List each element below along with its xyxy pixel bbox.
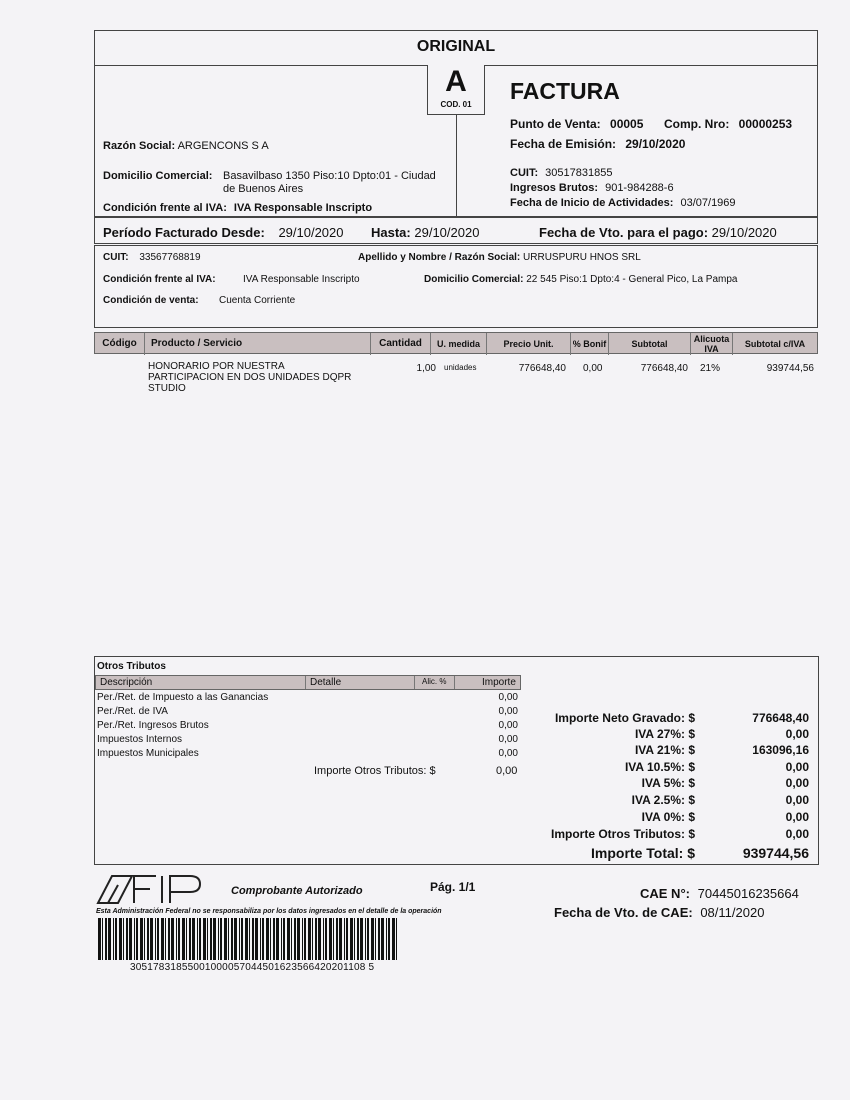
tributos-col-alic: Alic. % [422,677,447,686]
barcode-bar [239,918,240,960]
tributos-title: Otros Tributos [97,661,166,672]
tributos-col-detalle: Detalle [310,677,342,688]
client-domicilio: Domicilio Comercial: 22 545 Piso:1 Dpto:4 - General Pico, La Pampa [424,274,738,285]
barcode-bar [241,918,243,960]
col-umedida: U. medida [431,333,487,355]
afip-logo [96,873,214,905]
barcode-bar [281,918,282,960]
total-iva-0: IVA 0%: $ 0,00 [641,810,809,824]
total-iva-21: IVA 21%: $ 163096,16 [634,743,809,757]
tributos-divider-2 [414,676,415,689]
barcode-bar [354,918,355,960]
barcode-bar [203,918,206,960]
barcode-bar [260,918,261,960]
issuer-razon-social: Razón Social: ARGENCONS S A [103,140,269,152]
barcode-bar [165,918,166,960]
item-description: HONORARIO POR NUESTRA PARTICIPACION EN DOS UNIDADES DQPR STUDIO [148,361,352,394]
barcode-bar [381,918,384,960]
barcode-bar [266,918,269,960]
barcode-bar [140,918,143,960]
barcode-bar [150,918,153,960]
barcode-bar [396,918,397,960]
barcode-bar [297,918,300,960]
barcode-bar [308,918,311,960]
barcode-icon [96,918,402,960]
barcode-bar [115,918,117,960]
barcode-bar [113,918,114,960]
client-iva: IVA Responsable Inscripto [243,274,360,285]
col-subtotal-iva: Subtotal c/IVA [744,339,806,349]
barcode-bar [276,918,279,960]
list-item: Impuestos Municipales 0,00 [97,748,518,759]
fecha-emision: Fecha de Emisión: 29/10/2020 [510,137,686,151]
periodo-desde: Período Facturado Desde: 29/10/2020 [103,225,344,240]
tributos-total: 0,00 [496,765,518,777]
table-row [94,361,818,401]
barcode-bar [283,918,285,960]
barcode-bar [287,918,290,960]
barcode-bar [344,918,345,960]
list-item: Per./Ret. Ingresos Brutos 0,00 [97,720,518,731]
col-precio: Precio Unit. [487,333,571,355]
barcode-bar [210,918,212,960]
tributos-divider-1 [305,676,306,689]
barcode-bar [262,918,264,960]
barcode-bar [378,918,380,960]
invoice-code: COD. 01 [440,100,472,109]
barcode-bar [294,918,296,960]
barcode-bar [360,918,363,960]
total-importe: Importe Total: $ 939744,56 [591,845,809,861]
list-item: Per./Ret. de Impuesto a las Ganancias 0,00 [97,692,518,703]
item-subtotal-iva: 939744,56 [766,363,814,374]
barcode-bar [234,918,237,960]
barcode-bar [245,918,248,960]
barcode-bar [123,918,124,960]
barcode-bar [273,918,275,960]
item-alicuota: 21% [700,363,721,374]
periodo-vto: Fecha de Vto. para el pago: 29/10/2020 [539,225,777,240]
barcode-bar [386,918,387,960]
issuer-iva: Condición frente al IVA: IVA Responsable Inscripto [103,202,373,214]
item-bonif: 0,00 [583,363,603,374]
barcode-bar [365,918,366,960]
tributos-header [95,675,521,690]
total-otros-tributos: Importe Otros Tributos: $ 0,00 [550,827,809,841]
barcode-bar [207,918,208,960]
issuer-cuit: CUIT: 30517831855 [510,167,613,179]
disclaimer: Esta Administración Federal no se responsabiliza por los datos ingresados en el detalle de la operación [96,908,442,915]
barcode-bar [218,918,219,960]
barcode-bar [189,918,191,960]
barcode-bar [371,918,374,960]
barcode-bar [168,918,170,960]
list-item: Impuestos Internos 0,00 [97,734,518,745]
barcode-bar [182,918,185,960]
barcode-bar [155,918,156,960]
barcode-bar [108,918,111,960]
barcode [96,918,402,960]
barcode-bar [329,918,332,960]
barcode-bar [249,918,250,960]
barcode-bar [186,918,187,960]
total-iva-2-5: IVA 2.5%: $ 0,00 [631,793,809,807]
barcode-bar [255,918,258,960]
tributos-col-descripcion: Descripción [100,677,153,688]
header-vertical-divider [456,115,457,216]
total-iva-10-5: IVA 10.5%: $ 0,00 [624,760,809,774]
total-neto-gravado: Importe Neto Gravado: $ 776648,40 [554,711,809,725]
barcode-bar [102,918,103,960]
periodo-hasta: Hasta: 29/10/2020 [371,225,480,240]
client-iva-label: Condición frente al IVA: [103,274,216,285]
tributos-total-label: Importe Otros Tributos: $ [314,765,436,777]
col-cantidad: Cantidad [371,333,431,355]
barcode-bar [270,918,271,960]
col-producto: Producto / Servicio [145,333,371,355]
barcode-bar [136,918,138,960]
barcode-bar [98,918,101,960]
barcode-bar [318,918,321,960]
barcode-bar [304,918,306,960]
letter-box [427,65,485,115]
ingresos-brutos: Ingresos Brutos: 901-984288-6 [510,182,674,194]
original-label: ORIGINAL [416,38,496,55]
barcode-bar [375,918,376,960]
barcode-bar [228,918,229,960]
barcode-bar [315,918,317,960]
barcode-bar [312,918,313,960]
col-subtotal: Subtotal [609,333,691,355]
barcode-bar [388,918,390,960]
barcode-bar [392,918,395,960]
barcode-bar [252,918,254,960]
client-venta-label: Condición de venta: [103,295,199,306]
list-item: Per./Ret. de IVA 0,00 [97,706,518,717]
col-bonif: % Bonif [571,333,609,355]
barcode-bar [105,918,107,960]
barcode-bar [192,918,195,960]
items-header [94,332,818,354]
inicio-actividades: Fecha de Inicio de Actividades: 03/07/1969 [510,197,736,209]
barcode-bar [144,918,145,960]
barcode-bar [119,918,122,960]
item-umedida: unidades [444,363,477,372]
barcode-bar [291,918,292,960]
barcode-bar [213,918,216,960]
barcode-bar [323,918,324,960]
item-cantidad: 1,00 [416,363,436,374]
barcode-bar [224,918,227,960]
tributos-rows [97,692,523,764]
cae: CAE N°: 70445016235664 [640,886,799,901]
barcode-bar [147,918,149,960]
col-codigo: Código [95,333,145,355]
comprobante-autorizado: Comprobante Autorizado [231,885,363,897]
issuer-domicilio: Basavilbaso 1350 Piso:10 Dpto:01 - Ciudad de Buenos Aires [223,170,436,195]
barcode-bar [126,918,128,960]
barcode-bar [336,918,338,960]
tributos-divider-3 [454,676,455,689]
barcode-bar [157,918,159,960]
totals-list [540,711,815,861]
barcode-bar [350,918,353,960]
barcode-bar [302,918,303,960]
issuer-domicilio-label: Domicilio Comercial: [103,170,213,182]
barcode-bar [325,918,327,960]
barcode-bar [129,918,132,960]
document-type: FACTURA [510,78,620,104]
item-precio: 776648,40 [518,363,566,374]
tributos-col-importe: Importe [482,677,516,688]
barcode-bar [199,918,201,960]
client-venta: Cuenta Corriente [219,295,296,306]
barcode-bar [346,918,348,960]
col-alicuota: Alicuota IVA [691,333,733,355]
barcode-bar [178,918,180,960]
barcode-bar [357,918,359,960]
barcode-bar [134,918,135,960]
total-iva-27: IVA 27%: $ 0,00 [634,727,809,741]
afip-logo-icon [96,873,214,905]
punto-de-venta: Punto de Venta: 00005 [510,117,644,131]
barcode-bar [176,918,177,960]
barcode-bar [339,918,342,960]
invoice-letter: A [445,65,467,98]
barcode-bar [231,918,233,960]
client-nombre: Apellido y Nombre / Razón Social: URRUSPURU HNOS SRL [358,252,641,263]
comp-nro: Comp. Nro: 00000253 [664,117,793,131]
barcode-bar [161,918,164,960]
barcode-bar [333,918,334,960]
item-subtotal: 776648,40 [640,363,688,374]
barcode-number: 30517831855001000057044501623566420201108 5 [130,962,375,973]
barcode-bar [197,918,198,960]
total-iva-5: IVA 5%: $ 0,00 [641,776,809,790]
pagina: Pág. 1/1 [430,880,476,894]
barcode-bar [367,918,369,960]
barcode-bar [171,918,174,960]
barcode-bar [220,918,222,960]
cae-vto: Fecha de Vto. de CAE: 08/11/2020 [554,905,765,920]
client-cuit: CUIT: 33567768819 [103,252,201,263]
